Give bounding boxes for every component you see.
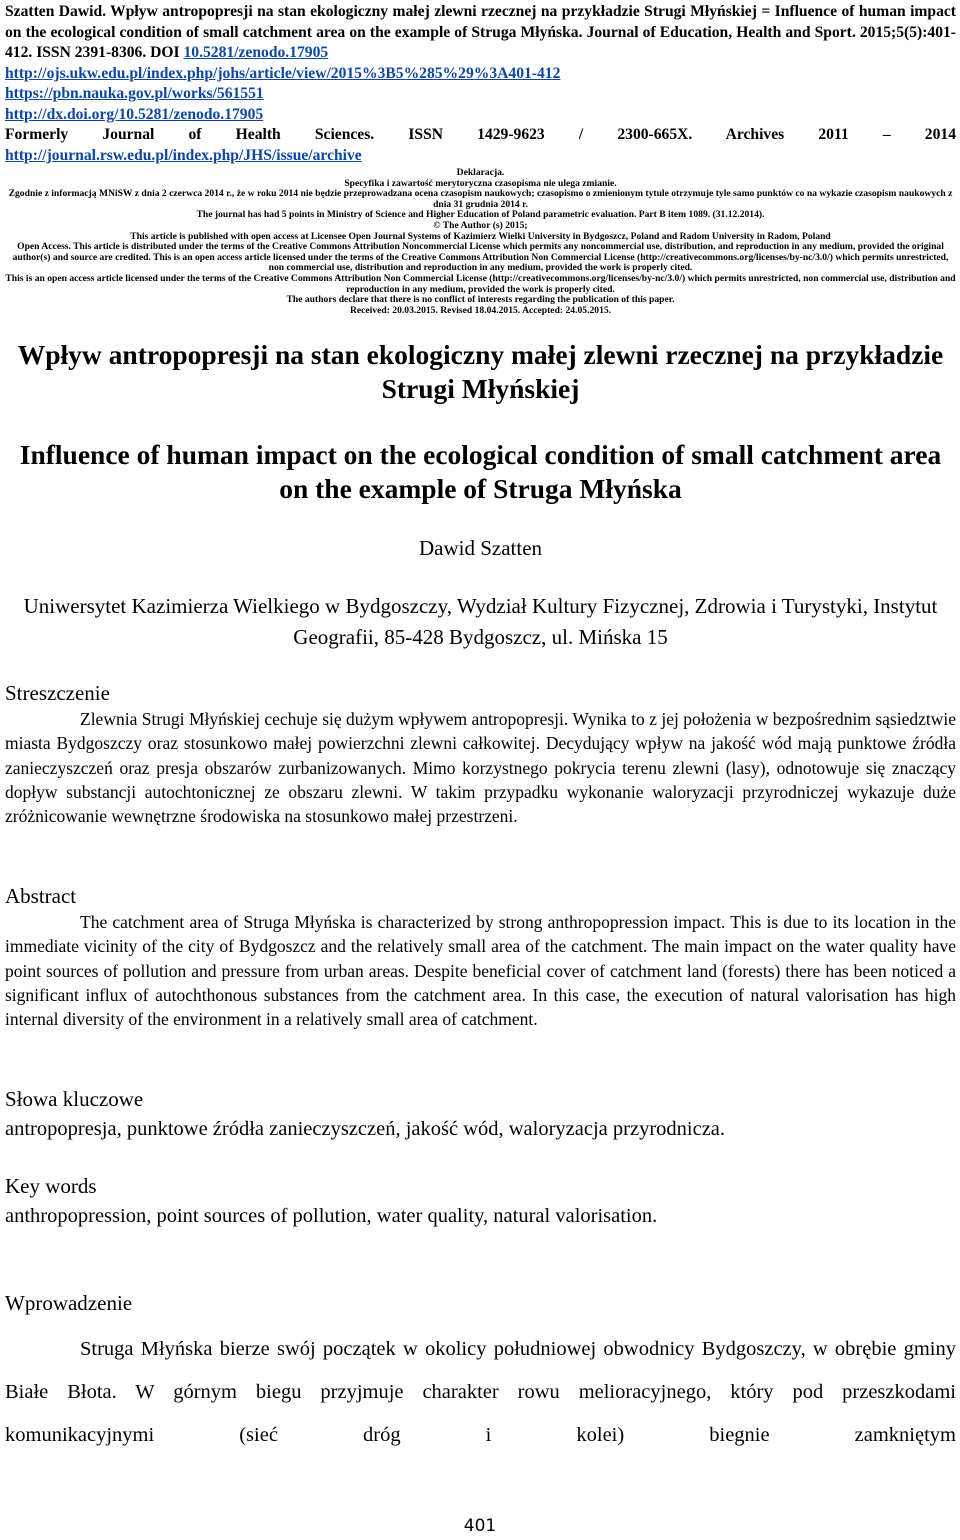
declaration-line: © The Author (s) 2015; [433, 219, 528, 231]
dx-doi-link[interactable]: http://dx.doi.org/10.5281/zenodo.17905 [5, 105, 264, 123]
declaration-line: Deklaracja. [456, 167, 505, 178]
doi-link[interactable]: 10.5281/zenodo.17905 [183, 44, 329, 61]
formerly-text: Formerly Journal of Health Sciences. ISSN 1429-9623 / 2300-665X. Archives 2011 – 2014 [5, 126, 956, 143]
wprowadzenie-paragraph [5, 1328, 956, 1457]
abstract-paragraph [5, 910, 956, 1031]
title-polish: Wpływ antropopresji na stan ekologiczny małej zlewni rzecznej na przykładzie Strugi Młyńskiej [17, 339, 944, 404]
streszczenie-paragraph [5, 707, 956, 828]
pbn-link[interactable]: https://pbn.nauka.gov.pl/works/561551 [5, 85, 264, 102]
declaration-line: Specyfika i zawartość merytoryczna czasopisma nie ulega zmianie. [344, 177, 617, 189]
page-number: 401 [463, 1516, 497, 1536]
author-name: Dawid Szatten [418, 536, 543, 560]
declaration-block [5, 168, 956, 316]
heading-key-words: Key words [5, 1174, 97, 1198]
keywords-polish: antropopresja, punktowe źródła zanieczyszczeń, jakość wód, waloryzacja przyrodnicza. [5, 1118, 726, 1140]
heading-wprowadzenie: Wprowadzenie [5, 1291, 133, 1315]
declaration-line: Zgodnie z informacją MNiSW z dnia 2 czerwca 2014 r., że w roku 2014 nie będzie przeprowadzana ocena czasopism naukowych; czasopismo o zmienionym tytule otrzymuje tyle samo punktów co na wykazie czasopism naukowych z dnia 31 grudnia 2014 r. [8, 188, 953, 210]
declaration-line: Open Access. This article is distributed under the terms of the Creative Commons Attribution Noncommercial License which permits any noncommercial use, distribution, and reproduction in any medium, provided the original author(s) and source are credited. This is an open access article licensed under the terms of the Creative Commons Attribution Non Commercial License (http://creativecommons.org/licenses/by-nc/3.0/) which permits unrestricted, non commercial use, distribution and reproduction in any medium, provided the work is properly cited. [12, 241, 949, 274]
abstract-text: The catchment area of Struga Młyńska is characterized by strong anthropopression impact. This is due to its location in the immediate vicinity of the city of Bydgoszcz and the relatively small area of the catchment. The main impact on the water quality have point sources of pollution and pressure from urban areas. Despite beneficial cover of catchment land (forests) there has been noticed a significant influx of autochthonous substances from the catchment area. In this case, the execution of natural valorisation has high internal diversity of the environment in a relatively small area of catchment. [5, 912, 956, 1030]
author-affiliation: Uniwersytet Kazimierza Wielkiego w Bydgoszczy, Wydział Kultury Fizycznej, Zdrowia i Turystyki, Instytut Geografii, 85-428 Bydgoszcz, ul. Mińska 15 [23, 594, 938, 649]
citation-text: Szatten Dawid. Wpływ antropopresji na stan ekologiczny małej zlewni rzecznej na przykładzie Strugi Młyńskiej = Influence of human impact on the ecological condition of small catchment area on the example of Struga Młyńska. Journal of Education, Health and Sport. 2015;5(5):401-412. ISSN 2391-8306. DOI [5, 3, 956, 61]
declaration-line: The authors declare that there is no conflict of interests regarding the publication of this paper. [286, 294, 675, 306]
keywords-english: anthropopression, point sources of pollution, water quality, natural valorisation. [5, 1205, 658, 1227]
ojs-link[interactable]: http://ojs.ukw.edu.pl/index.php/johs/article/view/2015%3B5%285%29%3A401-412 [5, 64, 561, 82]
heading-streszczenie: Streszczenie [5, 681, 110, 705]
streszczenie-text: Zlewnia Strugi Młyńskiej cechuje się dużym wpływem antropopresji. Wynika to z jej położenia w bezpośrednim sąsiedztwie miasta Bydgoszczy oraz stosunkowo małej powierzchni zlewni całkowitej. Decydujący wpływ na jakość wód mają punktowe źródła zanieczyszczeń oraz presja obszarów zurbanizowanych. Mimo korzystnego pokrycia terenu zlewni (lasy), odnotowuje się znaczący dopływ substancji autochtonicznej ze obszaru zlewni. W takim przypadku wykonanie waloryzacji przyrodniczej wykazuje duże zróżnicowanie wewnętrzne środowiska na stosunkowo małej przestrzeni. [5, 709, 956, 827]
archive-link[interactable]: http://journal.rsw.edu.pl/index.php/JHS/issue/archive [5, 146, 362, 164]
declaration-line: Received: 20.03.2015. Revised 18.04.2015. Accepted: 24.05.2015. [349, 304, 612, 316]
declaration-line: The journal has had 5 points in Ministry of Science and Higher Education of Poland parametric evaluation. Part B item 1089. (31.12.2014). [196, 209, 765, 221]
heading-slowa-kluczowe: Słowa kluczowe [5, 1087, 144, 1111]
heading-abstract: Abstract [5, 884, 77, 908]
declaration-line: This article is published with open access at Licensee Open Journal Systems of Kazimierz Wielki University in Bydgoszcz, Poland and Radom University in Radom, Poland [130, 230, 831, 242]
citation-header [5, 2, 956, 166]
declaration-line: This is an open access article licensed under the terms of the Creative Commons Attribution Non Commercial License (http://creativecommons.org/licenses/by-nc/3.0/) which permits unrestricted, non commercial use, distribution and reproduction in any medium, provided the work is properly cited. [5, 272, 956, 295]
wprowadzenie-text: Struga Młyńska bierze swój początek w okolicy południowej obwodnicy Bydgoszczy, w obrębie gminy Białe Błota. W górnym biegu przyjmuje charakter rowu melioracyjnego, który pod przeszkodami komunikacyjnymi (sieć dróg i kolei) biegnie zamkniętym [5, 1338, 956, 1446]
title-english: Influence of human impact on the ecological condition of small catchment area on the example of Struga Młyńska [19, 439, 942, 504]
